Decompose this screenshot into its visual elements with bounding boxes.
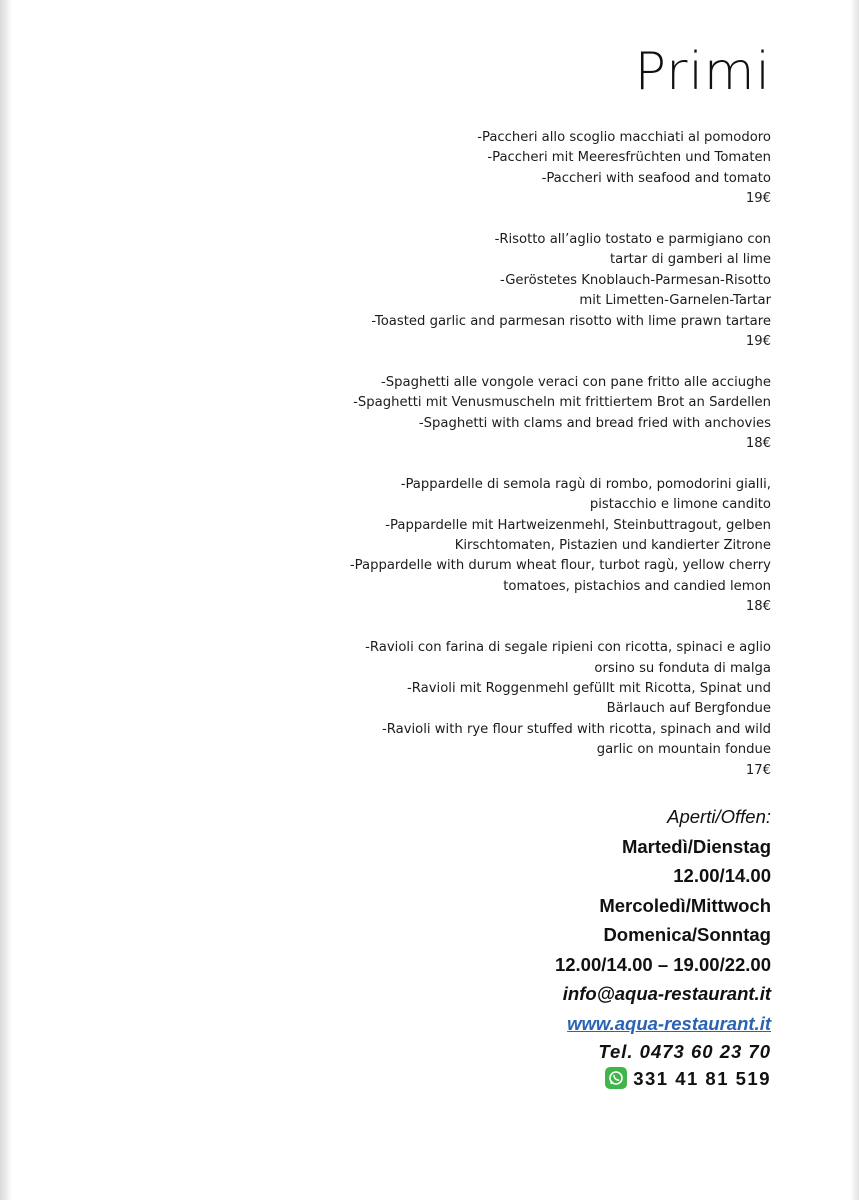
dish-description-line: -Ravioli mit Roggenmehl gefüllt mit Ricotta, Spinat und <box>407 680 771 696</box>
dish-price: 18€ <box>745 436 771 452</box>
dish-description-line: Kirschtomaten, Pistazien und kandierter Zitrone <box>454 538 771 554</box>
whatsapp-icon <box>605 1067 627 1089</box>
open-label: Aperti/Offen: <box>667 806 771 827</box>
opening-info <box>351 802 771 1092</box>
dish-description-line: tartar di gamberi al lime <box>609 252 771 268</box>
dish-description-line: garlic on mountain fondue <box>596 742 771 758</box>
dish-description-line: -Spaghetti with clams and bread fried with anchovies <box>418 415 771 431</box>
dish-price: 19€ <box>745 334 771 350</box>
dish-price: 18€ <box>745 599 771 615</box>
dish-description-line: -Ravioli con farina di segale ripieni con ricotta, spinaci e aglio <box>365 640 771 656</box>
dish-description-line: -Paccheri allo scoglio macchiati al pomodoro <box>477 130 771 145</box>
opening-day-3: Domenica/Sonntag <box>603 924 771 945</box>
phone-number: Tel. 0473 60 23 70 <box>598 1041 771 1062</box>
dish-description-line: pistacchio e limone candito <box>589 497 771 513</box>
dish-description-line: -Spaghetti mit Venusmuscheln mit frittiertem Brot an Sardellen <box>353 395 771 411</box>
dish-description-line: -Risotto all’aglio tostato e parmigiano con <box>494 232 771 248</box>
email-address: info@aqua-restaurant.it <box>562 983 771 1004</box>
dish-list <box>311 128 771 801</box>
dish-price: 19€ <box>745 191 771 207</box>
dish-description-line: -Pappardelle di semola ragù di rombo, pomodorini gialli, <box>400 476 771 492</box>
page-edge-shadow-right <box>851 0 859 1200</box>
dish-description-line: -Paccheri with seafood and tomato <box>541 170 771 186</box>
whatsapp-line <box>351 1065 771 1092</box>
dish-description-line: tomatoes, pistachios and candied lemon <box>503 578 771 594</box>
website-link[interactable]: www.aqua-restaurant.it <box>567 1012 771 1034</box>
whatsapp-number: 331 41 81 519 <box>633 1068 771 1089</box>
dish-description-line: -Pappardelle mit Hartweizenmehl, Steinbuttragout, gelben <box>385 517 771 533</box>
opening-day-2: Mercoledì/Mittwoch <box>599 894 771 916</box>
dish-description-line: -Toasted garlic and parmesan risotto with lime prawn tartare <box>371 313 771 329</box>
opening-day-1: Martedì/Dienstag <box>621 835 771 857</box>
dish-description-line: orsino su fonduta di malga <box>594 660 771 676</box>
dish-item <box>311 373 771 455</box>
dish-description-line: -Ravioli with rye flour stuffed with ricotta, spinach and wild <box>382 721 771 737</box>
page-edge-shadow-left <box>0 0 12 1200</box>
dish-price: 17€ <box>745 762 771 778</box>
dish-item <box>311 128 771 210</box>
opening-hours-1: 12.00/14.00 <box>673 865 771 886</box>
dish-item <box>311 638 771 781</box>
dish-description-line: -Pappardelle with durum wheat flour, turbot ragù, yellow cherry <box>349 558 771 574</box>
dish-description-line: -Geröstetes Knoblauch-Parmesan-Risotto <box>499 272 771 288</box>
opening-hours-2: 12.00/14.00 – 19.00/22.00 <box>554 953 771 975</box>
dish-description-line: -Paccheri mit Meeresfrüchten und Tomaten <box>487 150 771 166</box>
dish-description-line: Bärlauch auf Bergfondue <box>606 701 771 717</box>
dish-item <box>311 475 771 618</box>
page-title: Primi <box>634 42 771 102</box>
dish-description-line: mit Limetten-Garnelen-Tartar <box>579 293 771 309</box>
dish-description-line: -Spaghetti alle vongole veraci con pane fritto alle acciughe <box>381 374 771 390</box>
dish-item <box>311 230 771 352</box>
